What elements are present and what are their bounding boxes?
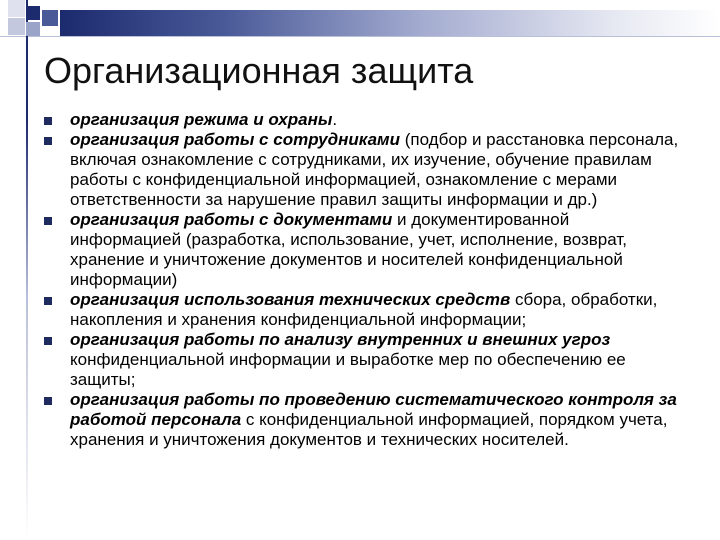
- list-item: [44, 330, 684, 390]
- list-item: [44, 110, 684, 130]
- left-vertical-line: [26, 0, 28, 540]
- square-bullet-icon: [44, 297, 52, 305]
- item-text: и документированной информацией (разработка, использование, учет, исполнение, возврат, хранение и уничтожение документов и носителей конфиденциальной информации): [70, 210, 627, 289]
- item-text: сбора, обработки, накопления и хранения конфиденциальной информации;: [70, 290, 658, 329]
- item-emphasis: организация работы с документами: [70, 210, 393, 229]
- list-item: [44, 130, 684, 210]
- item-emphasis: организация режима и охраны: [70, 110, 333, 129]
- item-text: с конфиденциальной информацией, порядком учета, хранения и уничтожения документов и технических носителей.: [70, 410, 668, 449]
- list-item: [44, 210, 684, 290]
- square-bullet-icon: [44, 137, 52, 145]
- list-item: [44, 290, 684, 330]
- slide-title: Организационная защита: [44, 50, 474, 91]
- square-bullet-icon: [44, 337, 52, 345]
- header-gradient-band: [60, 10, 720, 36]
- bullet-list: [44, 110, 684, 450]
- item-emphasis: организация работы с сотрудниками: [70, 130, 400, 149]
- header-divider-line: [0, 36, 720, 37]
- decor-square: [8, 18, 25, 35]
- item-emphasis: организация работы по анализу внутренних и внешних угроз: [70, 330, 611, 349]
- item-text: конфиденциальной информации и выработке мер по обеспечению ее защиты;: [70, 350, 626, 389]
- item-emphasis: организация использования технических средств: [70, 290, 511, 309]
- list-item: [44, 390, 684, 450]
- decor-square: [8, 0, 25, 17]
- square-bullet-icon: [44, 397, 52, 405]
- item-emphasis: организация работы по проведению систематического контроля за работой персонала: [70, 390, 677, 429]
- square-bullet-icon: [44, 217, 52, 225]
- item-text: .: [332, 110, 338, 129]
- square-bullet-icon: [44, 117, 52, 125]
- decor-square: [26, 6, 40, 20]
- decor-square: [42, 10, 58, 26]
- decor-square: [26, 22, 40, 36]
- item-text: (подбор и расстановка персонала, включая ознакомление с сотрудниками, их изучение, обучение правилам работы с конфиденциальной информацией, ознакомление с мерами ответственности за нарушение правил защиты информации и др.): [70, 130, 679, 209]
